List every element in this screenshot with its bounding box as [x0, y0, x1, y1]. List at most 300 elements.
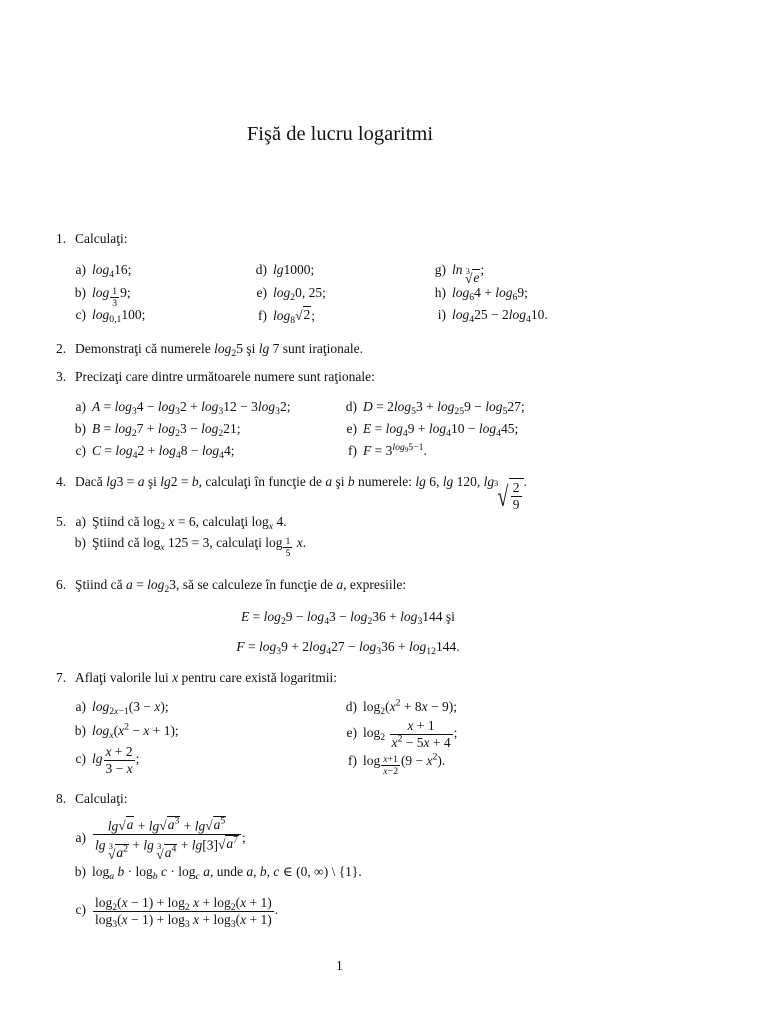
math-letters: a — [116, 845, 124, 861]
problem-1-item-c — [73, 306, 145, 324]
math-symbols: 8 — [290, 315, 296, 327]
item-label: d) — [255, 262, 267, 277]
item-expression — [92, 399, 291, 418]
item-expression — [363, 399, 525, 418]
nth-root — [109, 844, 129, 861]
text: Ştiind că — [92, 514, 143, 529]
radical-sign — [108, 848, 115, 862]
math-symbols: 3 — [184, 918, 190, 930]
math-symbols: = 6 — [174, 514, 196, 529]
math-letters: a — [325, 474, 333, 489]
math-letters: lg — [106, 474, 117, 489]
subscript — [109, 286, 120, 310]
math-letters: log — [147, 577, 165, 592]
radical-sign — [295, 309, 302, 323]
math-symbols: 2 — [367, 616, 373, 628]
math-symbols: 9; — [120, 285, 131, 300]
math-symbols: 1 — [112, 286, 118, 298]
item-expression — [92, 262, 132, 281]
math-letters: log — [273, 285, 291, 300]
math-letters: a — [226, 835, 234, 851]
nth-root — [494, 478, 523, 512]
math-letters: log — [393, 399, 412, 414]
math-symbols: 25 − 2 — [474, 307, 509, 322]
item-label: f) — [348, 753, 357, 768]
math-letters: log — [495, 285, 513, 300]
radicand — [164, 844, 178, 861]
text: Dacă — [75, 474, 107, 489]
math-letters: x — [426, 753, 433, 768]
math-letters: log — [115, 443, 133, 458]
problem-3-item-d — [344, 398, 525, 416]
math-symbols: [3] — [202, 837, 218, 853]
math-symbols: 2 — [231, 348, 237, 360]
math-symbols: + 2 — [111, 744, 133, 759]
math-symbols: 144 — [422, 609, 443, 624]
math-letters: a — [203, 864, 210, 879]
item-label: f) — [258, 308, 267, 324]
item-expression — [92, 721, 179, 742]
math-symbols: = — [100, 421, 115, 436]
math-letters: lg — [258, 341, 270, 356]
math-symbols: = 2 — [372, 399, 394, 414]
math-symbols: 4 — [446, 428, 451, 440]
item-expression — [452, 307, 548, 326]
item-label: d) — [345, 399, 357, 414]
math-letters: lg — [415, 474, 426, 489]
item-label: b) — [74, 285, 86, 300]
numerator — [283, 536, 292, 548]
radicand — [213, 816, 227, 833]
fraction — [93, 816, 241, 861]
text: log — [95, 895, 113, 910]
math-letters: x — [160, 542, 165, 554]
radicand — [225, 835, 239, 852]
math-letters: log — [428, 421, 447, 436]
math-symbols: = — [244, 639, 259, 654]
text: log — [95, 911, 113, 927]
problem-1 — [56, 230, 127, 248]
item-expression — [273, 285, 326, 304]
problem-3-item-f — [344, 442, 427, 460]
math-letters: log — [92, 699, 110, 714]
item-expression — [92, 514, 287, 533]
math-symbols: 3 — [131, 406, 137, 418]
item-label: a) — [75, 514, 86, 529]
math-symbols: 2 — [397, 733, 403, 745]
math-symbols: 3 — [417, 616, 423, 628]
denominator — [93, 912, 274, 928]
math-letters: log — [263, 609, 281, 624]
math-symbols: 5−1 — [408, 441, 424, 453]
item-label: a) — [75, 399, 86, 414]
math-letters: b — [117, 864, 125, 879]
text: , calculaţi — [195, 514, 252, 529]
math-letters: log — [437, 399, 455, 414]
math-symbols: 45; — [501, 421, 519, 436]
problem-number: 2. — [56, 341, 67, 356]
math-letters: lg — [148, 818, 160, 834]
problem-1-item-f — [254, 306, 315, 325]
text: Aflaţi valorile lui — [75, 670, 173, 685]
math-letters: log — [350, 609, 368, 624]
text: log — [265, 535, 283, 550]
math-symbols: 100; — [121, 307, 146, 322]
math-symbols: ( — [113, 723, 119, 738]
math-letters: x — [172, 670, 179, 685]
text: Demonstraţi că numerele — [75, 341, 215, 356]
item-expression — [273, 307, 316, 327]
denominator — [283, 548, 292, 559]
math-symbols: 7 + — [136, 421, 158, 436]
math-letters: F — [363, 443, 372, 458]
text: şi — [442, 609, 455, 624]
math-letters: x — [105, 744, 112, 759]
math-symbols: − 1) + — [127, 911, 168, 927]
problem-statement — [75, 474, 527, 512]
item-label: e) — [346, 421, 357, 436]
text: , expresiile: — [343, 577, 407, 592]
problem-statement — [75, 577, 407, 596]
math-symbols: 9 − — [285, 609, 307, 624]
math-letters: log — [359, 639, 377, 654]
problem-number: 7. — [56, 670, 67, 685]
math-symbols: 3 + — [416, 399, 438, 414]
superscript — [233, 835, 238, 846]
problem-4 — [56, 473, 527, 512]
root-index: 3 — [157, 842, 162, 852]
math-letters: x — [240, 895, 247, 910]
item-label: e) — [256, 285, 267, 300]
problem-1-item-d — [254, 261, 314, 279]
subscript — [380, 754, 401, 778]
text: log — [363, 699, 381, 714]
text: numerele: — [354, 474, 416, 489]
math-letters: b — [259, 864, 267, 879]
numerator — [110, 286, 119, 298]
math-symbols: 5 — [236, 341, 243, 356]
radical-sign — [118, 819, 125, 833]
math-symbols: + — [134, 818, 149, 834]
text: pentru care există logaritmii: — [178, 670, 338, 685]
math-letters: log — [385, 421, 403, 436]
math-symbols: 4 — [175, 450, 181, 462]
text: , calculaţi — [209, 535, 266, 550]
math-letters: log — [485, 399, 503, 414]
math-letters: log — [158, 443, 176, 458]
math-symbols: 3 — [169, 577, 176, 592]
math-letters: x — [193, 911, 200, 927]
item-expression — [92, 535, 307, 560]
math-letters: lg — [191, 837, 203, 853]
math-symbols: 7 — [269, 341, 280, 356]
problem-number: 1. — [56, 231, 67, 246]
math-symbols: + — [177, 837, 192, 853]
math-letters: a — [126, 577, 133, 592]
square-root — [118, 816, 134, 833]
math-symbols: 2 — [164, 584, 170, 596]
superscript — [174, 816, 179, 827]
math-symbols: 2 — [432, 751, 438, 763]
radical-sign — [159, 819, 166, 833]
problem-7-item-f — [344, 752, 445, 778]
item-expression — [363, 421, 519, 440]
math-symbols: 10 − — [451, 421, 479, 436]
problem-5-item-a — [56, 513, 287, 531]
math-symbols: 2 — [380, 732, 386, 744]
math-letters: x — [118, 723, 125, 738]
problem-3-item-b — [73, 420, 241, 438]
problem-1-item-h — [433, 284, 528, 302]
math-letters: log — [259, 639, 277, 654]
problem-number: 3. — [56, 369, 67, 384]
radical-sign — [218, 838, 225, 852]
math-symbols: , — [266, 864, 274, 879]
math-symbols: 3 — [174, 815, 180, 827]
item-label: c) — [75, 443, 86, 458]
math-letters: log — [478, 421, 497, 436]
math-letters: c — [195, 871, 200, 883]
text: Ştiind că — [75, 577, 126, 592]
math-symbols: 36 + — [381, 639, 409, 654]
problem-3 — [56, 368, 375, 386]
math-letters: a — [167, 817, 175, 832]
problem-2 — [56, 340, 363, 358]
text: log — [251, 514, 269, 529]
math-symbols: ). — [437, 753, 446, 768]
page-number: 1 — [336, 958, 343, 973]
math-letters: x — [407, 718, 414, 733]
square-root — [159, 816, 180, 833]
math-letters: x — [109, 730, 114, 742]
math-symbols: · — [167, 864, 179, 879]
math-letters: lg — [107, 818, 119, 834]
math-symbols: 3 — [175, 406, 180, 418]
math-letters: x — [121, 911, 128, 927]
math-symbols: 3 — [112, 298, 118, 310]
math-symbols: −1 — [118, 706, 129, 718]
math-letters: lg — [92, 751, 103, 767]
item-label: b) — [74, 421, 86, 436]
numerator — [93, 895, 274, 912]
equation-e — [56, 608, 640, 626]
nth-root — [157, 844, 177, 861]
math-symbols: + 4 — [429, 734, 451, 750]
math-symbols: 2 — [230, 902, 236, 914]
subscript — [454, 406, 464, 417]
math-letters: a — [126, 817, 134, 832]
math-letters: log — [201, 399, 219, 414]
math-letters: log — [157, 399, 176, 414]
text: log — [213, 895, 231, 910]
item-expression — [273, 262, 314, 277]
math-letters: x — [126, 760, 133, 776]
math-letters: log — [201, 421, 219, 436]
item-label: b) — [74, 723, 86, 738]
math-letters: x — [421, 699, 428, 714]
math-letters: x — [383, 754, 388, 766]
item-label: d) — [345, 699, 357, 714]
item-expression — [92, 864, 362, 883]
denominator — [390, 735, 453, 751]
math-symbols: 2 — [395, 697, 401, 709]
math-symbols: 2 — [123, 843, 128, 855]
item-label: e) — [346, 725, 357, 741]
math-letters: a — [137, 474, 145, 489]
math-letters: log — [214, 341, 232, 356]
math-letters: x — [193, 895, 200, 910]
math-symbols: 3 − — [180, 421, 202, 436]
math-symbols: 3 — [275, 406, 280, 418]
math-symbols: 5 — [220, 815, 226, 827]
math-letters: log — [114, 399, 132, 414]
math-symbols: 2 — [124, 721, 129, 733]
problem-7 — [56, 669, 337, 687]
math-letters: log — [92, 723, 110, 738]
math-symbols: . — [523, 474, 527, 489]
math-letters: E — [241, 609, 250, 624]
problem-7-item-e — [344, 718, 457, 750]
item-label: a) — [75, 829, 86, 845]
text: , să se calculeze în funcţie de — [176, 577, 337, 592]
item-expression — [363, 718, 458, 750]
math-symbols: , — [253, 864, 260, 879]
item-expression — [452, 285, 528, 304]
math-letters: a — [246, 864, 254, 879]
item-expression — [92, 421, 241, 440]
math-letters: log — [392, 441, 405, 453]
math-letters: B — [92, 421, 101, 436]
item-expression — [92, 815, 246, 861]
problem-5-item-b — [73, 534, 306, 560]
math-letters: C — [92, 443, 102, 458]
item-expression — [92, 307, 146, 326]
math-letters: log — [273, 308, 291, 324]
item-expression — [92, 895, 279, 930]
radical-sign — [156, 848, 163, 862]
problem-7-item-b — [73, 722, 179, 740]
item-label: c) — [75, 751, 86, 767]
math-symbols: 9 — [512, 496, 520, 512]
math-letters: log — [508, 307, 527, 322]
problem-7-item-d — [344, 698, 457, 716]
problem-statement: Calculaţi: — [75, 231, 128, 246]
text: şi — [144, 474, 161, 489]
problem-1-item-g — [433, 261, 484, 286]
fraction — [511, 480, 522, 512]
fraction — [104, 744, 135, 776]
superscript — [123, 844, 128, 855]
problem-statement: Calculaţi: — [75, 791, 128, 806]
item-label: a) — [75, 262, 86, 277]
math-letters: log — [92, 307, 110, 322]
math-symbols: 3 — [218, 406, 224, 418]
item-expression — [92, 285, 131, 310]
math-symbols: + 1) — [246, 895, 272, 910]
item-label: b) — [74, 535, 86, 550]
math-letters: x — [143, 723, 150, 738]
math-symbols: 2 — [109, 706, 115, 718]
math-symbols: ; — [480, 262, 485, 277]
math-symbols: 2 — [184, 902, 190, 914]
math-letters: lg — [143, 837, 154, 853]
math-letters: x — [268, 521, 274, 533]
root-index: 3 — [108, 842, 113, 852]
math-symbols: 7 — [233, 834, 238, 846]
math-symbols: 4 — [526, 314, 531, 326]
math-symbols: ; — [311, 308, 316, 324]
math-symbols: 6, — [425, 474, 443, 489]
math-symbols: 4; — [224, 443, 235, 458]
item-expression — [452, 262, 485, 285]
math-symbols: ; — [241, 829, 246, 845]
math-symbols: 8 − — [180, 443, 202, 458]
math-symbols: 4 — [326, 646, 332, 658]
math-symbols: 2 — [218, 428, 224, 440]
denominator — [511, 497, 522, 513]
subscript — [109, 314, 121, 325]
root-index: 3 — [465, 267, 470, 276]
math-symbols: 2 = — [170, 474, 192, 489]
math-symbols: 0, 25; — [295, 285, 326, 300]
math-symbols: ( — [235, 911, 241, 927]
math-letters: x — [121, 895, 128, 910]
math-symbols: 4 — [469, 314, 475, 326]
math-letters: log — [157, 421, 176, 436]
math-symbols: + — [128, 837, 144, 853]
problem-6 — [56, 576, 406, 594]
math-letters: e — [473, 270, 480, 285]
math-letters: x — [114, 706, 119, 718]
fraction — [93, 895, 274, 930]
math-symbols: 21; — [223, 421, 241, 436]
math-symbols: 4 + — [474, 285, 496, 300]
math-symbols: 2 — [380, 706, 386, 718]
text: log — [178, 864, 196, 879]
problem-8 — [56, 790, 127, 808]
math-letters: log — [409, 639, 427, 654]
radicand — [303, 306, 312, 323]
text: log — [92, 864, 110, 879]
problem-number: 4. — [56, 474, 67, 489]
math-symbols: 120, — [453, 474, 484, 489]
item-label: a) — [75, 699, 86, 714]
math-symbols: 3 − — [329, 609, 351, 624]
math-symbols: ); — [160, 699, 169, 714]
math-symbols: 3 — [276, 646, 282, 658]
item-expression — [363, 751, 446, 778]
math-symbols: = — [101, 443, 116, 458]
math-symbols: 3 — [230, 918, 236, 930]
math-symbols: − 1) + — [127, 895, 168, 910]
math-symbols: 1 — [285, 536, 291, 548]
radicand — [167, 816, 181, 833]
math-symbols: 4 — [132, 450, 138, 462]
math-letters: lg — [160, 474, 171, 489]
math-letters: F — [236, 639, 245, 654]
math-letters: A — [92, 399, 101, 414]
math-symbols: 2 + — [180, 399, 202, 414]
text: , unde — [209, 864, 247, 879]
math-letters: log — [92, 262, 110, 277]
math-symbols: 2 — [512, 480, 520, 495]
problem-7-item-a — [73, 698, 169, 716]
superscript — [392, 442, 423, 453]
math-letters: x — [296, 535, 303, 550]
math-letters: x — [391, 734, 398, 750]
problem-statement — [75, 670, 337, 685]
math-letters: ln — [452, 262, 463, 277]
